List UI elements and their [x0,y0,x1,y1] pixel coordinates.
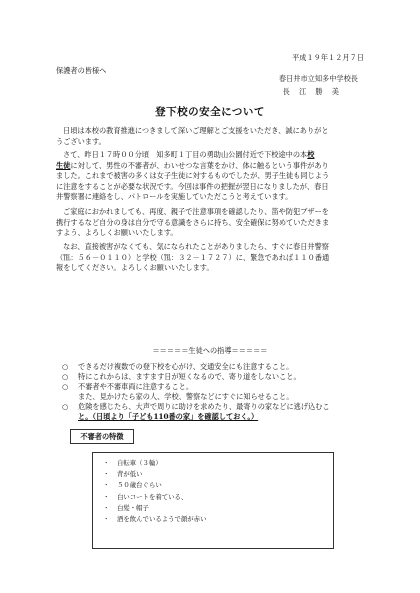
suspect-heading: 不審者の特徴 [70,429,134,444]
guidance-text-continued: と。（日頃より「子ども110番の家」を確認しておく。） [78,412,259,421]
paragraph-line: なお、直接被害がなくても、気になられたことがありましたら、すぐに春日井警察 [63,242,329,251]
document-title: 登下校の安全について [155,106,265,118]
guidance-text: できるだけ複数での登下校を心がけ、交通安全にも注意すること。 [78,362,294,371]
circle-bullet-icon: ○ [62,362,69,371]
guidance-text: 特にこれからは、ますます日が短くなるので、寄り道をしないこと。 [78,372,301,381]
recipient: 保護者の皆様へ [56,66,107,75]
underlined-keyword: 生徒 [56,160,71,170]
paragraph-line: すよう、よろしくお願いいたします。 [56,228,178,238]
suspect-feature [103,480,333,491]
guidance-text-continued: また、見かけたら家の人、学校、警察などにすぐに知らせること。 [78,392,294,401]
paragraph-line: ました。これまで被害の多くは女子生徒に対するものでしたが、男子生徒も同じよう [56,171,330,181]
underlined-keyword: 校 [307,150,315,159]
sender-name: 長 江 勝 美 [282,87,340,96]
paragraph-line: ご家庭におかれましても、再度、親子で注意事項を確認したり、笛や防犯ブザーを [63,207,329,216]
paragraph-line: 井警察署に連絡をし、パトロールを実施していただこうと考えています。 [56,192,293,202]
suspect-feature-text: 自転車（３輪） [117,459,162,467]
paragraph-incident [56,150,356,203]
circle-bullet-icon: ○ [62,402,69,411]
guidance-item [62,362,382,372]
paragraph-request [56,207,356,239]
guidance-heading: ＝＝＝＝＝生徒への指導＝＝＝＝＝ [152,346,268,355]
paragraph-line: さて、昨日１７時００分頃 知多町１丁目の勇助山公園付近で下校途中の本校 [63,150,315,159]
suspect-feature [103,492,333,503]
suspect-feature [103,503,333,514]
guidance-item [62,382,382,392]
suspect-feature-text: 酒を飲んでいるようで顔が赤い [117,515,207,524]
circle-bullet-icon: ○ [62,382,69,391]
sender-organization: 春日井市立知多中学校長 [278,74,358,83]
guidance-item [62,372,382,382]
suspect-feature [103,469,333,480]
paragraph-greeting [56,126,356,147]
bullet-icon: ・ [103,492,110,501]
suspect-features-list [93,453,333,525]
suspect-feature [103,458,333,469]
suspect-feature-text: ５０歳台ぐらい [117,481,162,490]
issue-date: 平成１９年１２月７日 [292,53,364,62]
bullet-icon: ・ [103,515,110,524]
bullet-icon: ・ [103,459,110,467]
paragraph-line: に注意をすることが必要な状況です。今回は事件の把握が翌日になりましたが、春日 [56,181,329,191]
bullet-icon: ・ [103,470,110,479]
guidance-item [62,402,382,412]
suspect-feature [103,514,333,525]
paragraph-line: うございます。 [56,136,106,146]
guidance-list [62,362,382,422]
suspect-feature-text: 白髪・帽子 [117,503,149,512]
paragraph-line: 携行するなど自分の身は自分で守る意識をさらに持ち、安全確保に努めていただきま [56,217,330,227]
suspect-feature-text: 背が低い [117,470,143,479]
bullet-icon: ・ [103,503,110,512]
paragraph-contact [56,242,356,274]
circle-bullet-icon: ○ [62,372,69,381]
bullet-icon: ・ [103,481,110,490]
paragraph-line: （℡：５６－０１１０）と学校（℡：３２－１７２７）に、緊急であれば１１０番通 [56,252,330,262]
paragraph-line: 日頃は本校の教育推進につきまして深いご理解とご支援をいただき、誠にありがと [63,126,329,135]
suspect-features-box [92,452,334,549]
guidance-text: 危険を感じたら、大声で周りに助けを求めたり、最寄りの家などに逃げ込むこ [78,402,330,411]
paragraph-line: 生徒に対して、男性の不審者が、わいせつな言葉をかけ、体に触るという事件があり [56,160,329,170]
paragraph-line: 報をしてください。よろしくお願いいたします。 [56,263,214,273]
suspect-feature-text: 白いコートを着ている、 [117,492,188,501]
guidance-text: 不審者や不審車両に注意すること。 [78,382,194,391]
